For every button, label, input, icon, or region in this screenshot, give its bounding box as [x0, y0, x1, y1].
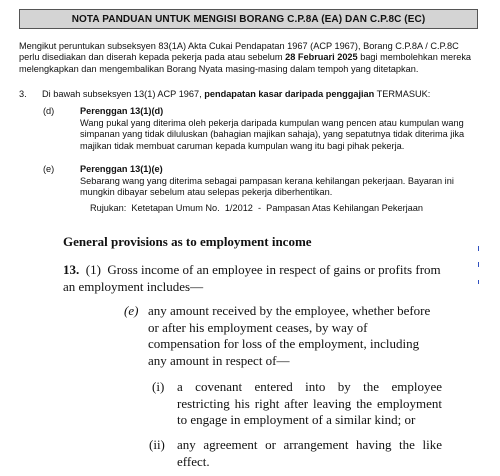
- item-ii-label: (ii): [149, 437, 165, 452]
- section-13-number: 13.: [63, 262, 80, 277]
- para3-number: 3.: [19, 89, 27, 99]
- margin-mark: [478, 262, 479, 267]
- para-d-heading: Perenggan 13(1)(d): [80, 106, 164, 116]
- para3-text: [42, 89, 482, 99]
- para-d-body: Wang pukal yang diterima oleh pekerja daripada kumpulan wang pencen atau kumpulan wang simpanan yang tidak diluluskan (bahagian majikan sahaja), yang sepatutnya tidak diterima jika majikan tidak membuat caruman kepada kumpulan wang itu bagi pihak pekerja.: [80, 118, 465, 151]
- item-i-text: a covenant entered into by the employee restricting his right after leaving the employment to engage in employment of a similar kind; or: [177, 379, 442, 427]
- document-title-text: NOTA PANDUAN UNTUK MENGISI BORANG C.P.8A (EA) DAN C.P.8C (EC): [71, 13, 426, 25]
- intro-text-before: Mengikut peruntukan subseksyen 83(1A) Akta Cukai Pendapatan 1967 (ACP 1967), Borang C.P.8A / C.P.8C perlu disediakan dan diserah kepada pekerja pada atau sebelum: [19, 41, 459, 63]
- para-d-label: (d): [43, 106, 55, 116]
- statute-heading: General provisions as to employment income: [63, 234, 312, 249]
- item-i-label: (i): [152, 379, 165, 394]
- para-e-heading: Perenggan 13(1)(e): [80, 164, 163, 174]
- para3-text-after: TERMASUK:: [374, 89, 431, 99]
- item-ii-text: any agreement or arrangement having the like effect.: [177, 437, 442, 469]
- document-title: [19, 9, 478, 29]
- section-13-subsection: (1): [85, 262, 101, 277]
- para-e-label: (e): [43, 164, 55, 174]
- margin-mark: [478, 246, 479, 251]
- intro-text-after: bagi membolehkan mereka melengkapkan dan mengembalikan Borang Nyata masing-masing dalam tempoh yang ditetapkan.: [19, 52, 472, 74]
- para3-text-before: Di bawah subseksyen 13(1) ACP 1967,: [42, 89, 205, 99]
- para-e-body: Sebarang wang yang diterima sebagai pampasan kerana kehilangan pekerjaan. Bayaran ini mungkin dibayar sebelum atau selepas pekerja diberhentikan.: [80, 176, 454, 198]
- intro-paragraph: [19, 41, 481, 75]
- para3-bold: pendapatan kasar daripada penggajian: [204, 89, 375, 99]
- intro-deadline: 28 Februari 2025: [285, 52, 358, 63]
- section-13-body: Gross income of an employee in respect of gains or profits from an employment includes—: [63, 262, 441, 294]
- para-13e-label: (e): [124, 303, 139, 318]
- section-13-text: [63, 262, 443, 295]
- margin-mark: [478, 280, 479, 284]
- para-13e-text: any amount received by the employee, whether before or after his employment ceases, by way of compensation for loss of the employment, including any amount in respect of—: [148, 303, 431, 368]
- para-e-reference: Rujukan: Ketetapan Umum No. 1/2012 - Pampasan Atas Kehilangan Pekerjaan: [90, 203, 423, 213]
